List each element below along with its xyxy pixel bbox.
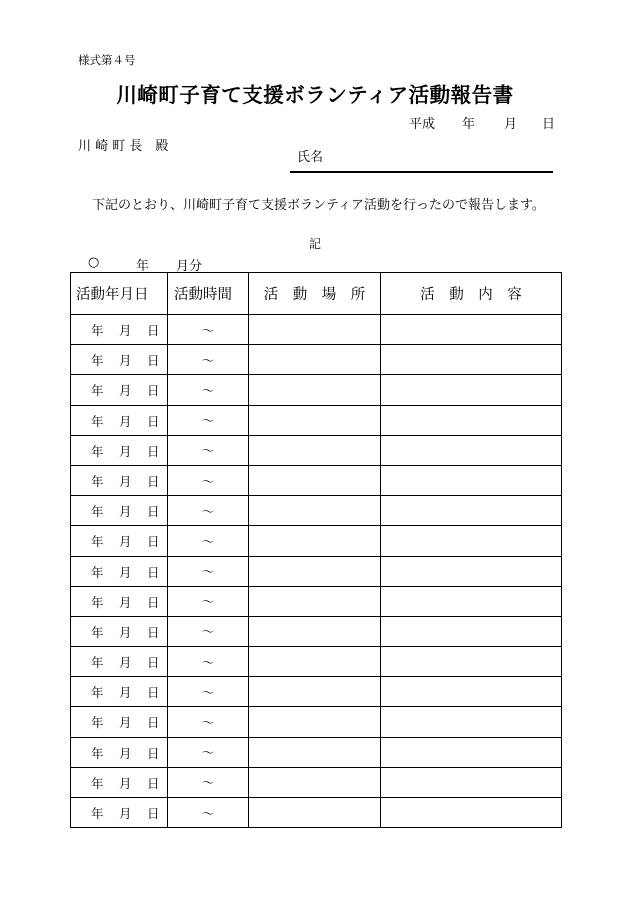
activity-place-cell[interactable]	[249, 798, 381, 828]
table-row	[71, 798, 562, 828]
activity-content-cell[interactable]	[381, 737, 562, 767]
activity-place-cell[interactable]	[249, 556, 381, 586]
date-month-label: 月	[119, 715, 132, 731]
activity-content-cell[interactable]	[381, 405, 562, 435]
activity-date-cell[interactable]	[71, 556, 168, 586]
table-row	[71, 677, 562, 707]
date-month-label: 月	[119, 594, 132, 610]
date-day-label: 日	[147, 594, 160, 610]
activity-time-cell[interactable]	[168, 496, 249, 526]
date-day-label: 日	[147, 473, 160, 489]
date-day-label: 日	[147, 655, 160, 671]
date-day-label: 日	[147, 504, 160, 520]
recipient: 川 崎 町 長 殿	[78, 139, 169, 154]
activity-date-cell[interactable]	[71, 647, 168, 677]
time-range-tilde: ～	[201, 564, 215, 580]
activity-date-cell[interactable]	[71, 465, 168, 495]
header-activity-time: 活動時間	[168, 273, 249, 315]
activity-date-cell[interactable]	[71, 315, 168, 345]
activity-time-cell[interactable]	[168, 465, 249, 495]
date-year-label: 年	[91, 504, 104, 520]
time-range-tilde: ～	[201, 473, 215, 489]
time-range-tilde: ～	[201, 715, 215, 731]
date-day-label: 日	[147, 413, 160, 429]
report-statement: 下記のとおり、川崎町子育て支援ボランティア活動を行ったので報告します。	[92, 198, 545, 213]
date-month-label: 月	[119, 504, 132, 520]
date-day-label: 日	[147, 534, 160, 550]
name-signature-line[interactable]	[290, 171, 553, 173]
activity-place-cell[interactable]	[249, 737, 381, 767]
table-row	[71, 526, 562, 556]
activity-place-cell[interactable]	[249, 616, 381, 646]
activity-content-cell[interactable]	[381, 526, 562, 556]
table-row	[71, 496, 562, 526]
table-row	[71, 616, 562, 646]
date-month-label: 月	[119, 564, 132, 580]
activity-time-cell[interactable]	[168, 586, 249, 616]
activity-content-cell[interactable]	[381, 767, 562, 797]
activity-time-cell[interactable]	[168, 435, 249, 465]
date-month-label: 月	[119, 806, 132, 821]
date-day-label: 日	[147, 564, 160, 580]
activity-time-cell[interactable]	[168, 345, 249, 375]
date-year-label: 年	[91, 745, 104, 761]
date-day-label: 日	[147, 383, 160, 399]
activity-date-cell[interactable]	[71, 798, 168, 828]
date-year-label: 年	[91, 655, 104, 671]
activity-time-cell[interactable]	[168, 405, 249, 435]
activity-place-cell[interactable]	[249, 315, 381, 345]
date-year-label: 年	[91, 775, 104, 791]
activity-place-cell[interactable]	[249, 707, 381, 737]
activity-date-cell[interactable]	[71, 677, 168, 707]
date-year-label: 年	[462, 117, 476, 132]
date-day-label: 日	[147, 775, 160, 791]
month-year-label: 年	[136, 259, 150, 274]
date-month-label: 月	[119, 353, 132, 369]
date-month-label: 月	[119, 323, 132, 338]
table-row	[71, 586, 562, 616]
activity-time-cell[interactable]	[168, 647, 249, 677]
date-year-label: 年	[91, 806, 104, 821]
activity-content-cell[interactable]	[381, 345, 562, 375]
date-era: 平成	[409, 117, 436, 132]
activity-content-cell[interactable]	[381, 586, 562, 616]
activity-date-cell[interactable]	[71, 767, 168, 797]
activity-time-cell[interactable]	[168, 707, 249, 737]
date-day-label: 日	[542, 117, 556, 132]
time-range-tilde: ～	[201, 533, 215, 549]
date-month-label: 月	[119, 685, 132, 701]
activity-time-cell[interactable]	[168, 556, 249, 586]
table-row	[71, 405, 562, 435]
table-row	[71, 345, 562, 375]
time-range-tilde: ～	[201, 594, 215, 610]
date-year-label: 年	[91, 594, 104, 610]
activity-time-cell[interactable]	[168, 798, 249, 828]
header-activity-place: 活 動 場 所	[249, 273, 381, 315]
date-year-label: 年	[91, 624, 104, 640]
time-range-tilde: ～	[201, 382, 215, 398]
date-day-label: 日	[147, 685, 160, 701]
date-day-label: 日	[147, 745, 160, 761]
table-header-row	[71, 273, 562, 315]
date-year-label: 年	[91, 564, 104, 580]
date-year-label: 年	[91, 534, 104, 550]
table-row	[71, 435, 562, 465]
date-year-label: 年	[91, 473, 104, 489]
date-day-label: 日	[147, 624, 160, 640]
header-activity-date: 活動年月日	[71, 273, 168, 315]
time-range-tilde: ～	[201, 443, 215, 459]
activity-time-cell[interactable]	[168, 677, 249, 707]
activity-content-cell[interactable]	[381, 677, 562, 707]
activity-content-cell[interactable]	[381, 647, 562, 677]
activity-content-cell[interactable]	[381, 465, 562, 495]
activity-place-cell[interactable]	[249, 345, 381, 375]
month-suffix-label: 月分	[176, 259, 203, 274]
activity-time-cell[interactable]	[168, 315, 249, 345]
activity-date-cell[interactable]	[71, 405, 168, 435]
table-body	[71, 315, 562, 828]
date-year-label: 年	[91, 353, 104, 369]
activity-time-cell[interactable]	[168, 737, 249, 767]
activity-place-cell[interactable]	[249, 647, 381, 677]
activity-time-cell[interactable]	[168, 375, 249, 405]
time-range-tilde: ～	[201, 684, 215, 700]
time-range-tilde: ～	[201, 654, 215, 670]
date-year-label: 年	[91, 715, 104, 731]
date-month-label: 月	[119, 443, 132, 459]
time-range-tilde: ～	[201, 413, 215, 429]
date-month-label: 月	[119, 775, 132, 791]
ki-mark: 記	[308, 237, 321, 251]
table-row	[71, 767, 562, 797]
table-row	[71, 315, 562, 345]
activity-content-cell[interactable]	[381, 496, 562, 526]
activity-date-cell[interactable]	[71, 616, 168, 646]
table-row	[71, 737, 562, 767]
activity-place-cell[interactable]	[249, 677, 381, 707]
date-month-label: 月	[119, 534, 132, 550]
activity-place-cell[interactable]	[249, 465, 381, 495]
activity-date-cell[interactable]	[71, 435, 168, 465]
activity-place-cell[interactable]	[249, 586, 381, 616]
date-month-label: 月	[119, 473, 132, 489]
table-row	[71, 647, 562, 677]
document-title: 川崎町子育て支援ボランティア活動報告書	[116, 83, 514, 107]
activity-place-cell[interactable]	[249, 496, 381, 526]
time-range-tilde: ～	[201, 775, 215, 791]
date-year-label: 年	[91, 383, 104, 399]
activity-date-cell[interactable]	[71, 345, 168, 375]
activity-content-cell[interactable]	[381, 375, 562, 405]
activity-place-cell[interactable]	[249, 526, 381, 556]
activity-content-cell[interactable]	[381, 556, 562, 586]
activity-date-cell[interactable]	[71, 737, 168, 767]
activity-date-cell[interactable]	[71, 496, 168, 526]
table-row	[71, 707, 562, 737]
activity-date-cell[interactable]	[71, 526, 168, 556]
date-year-label: 年	[91, 413, 104, 429]
date-month-label: 月	[119, 655, 132, 671]
activity-content-cell[interactable]	[381, 707, 562, 737]
activity-place-cell[interactable]	[249, 435, 381, 465]
date-day-label: 日	[147, 443, 160, 459]
table-row	[71, 556, 562, 586]
date-day-label: 日	[147, 806, 160, 821]
activity-place-cell[interactable]	[249, 375, 381, 405]
time-range-tilde: ～	[201, 352, 215, 368]
date-month-label: 月	[504, 117, 518, 132]
time-range-tilde: ～	[201, 624, 215, 640]
date-day-label: 日	[147, 715, 160, 731]
table-row	[71, 375, 562, 405]
activity-place-cell[interactable]	[249, 767, 381, 797]
activity-date-cell[interactable]	[71, 586, 168, 616]
date-month-label: 月	[119, 413, 132, 429]
time-range-tilde: ～	[201, 745, 215, 761]
activity-time-cell[interactable]	[168, 616, 249, 646]
name-label: 氏名	[297, 150, 324, 165]
date-month-label: 月	[119, 383, 132, 399]
activity-time-cell[interactable]	[168, 767, 249, 797]
form-number: 様式第４号	[78, 53, 136, 67]
activity-place-cell[interactable]	[249, 405, 381, 435]
date-month-label: 月	[119, 745, 132, 761]
activity-time-cell[interactable]	[168, 526, 249, 556]
date-year-label: 年	[91, 443, 104, 459]
time-range-tilde: ～	[201, 503, 215, 519]
date-day-label: 日	[147, 323, 160, 338]
time-range-tilde: ～	[201, 805, 215, 821]
activity-content-cell[interactable]	[381, 435, 562, 465]
month-circle-mark: ○	[88, 255, 100, 270]
date-day-label: 日	[147, 353, 160, 369]
date-year-label: 年	[91, 323, 104, 338]
time-range-tilde: ～	[201, 322, 215, 338]
activity-content-cell[interactable]	[381, 616, 562, 646]
header-activity-content: 活 動 内 容	[381, 273, 562, 315]
activity-log-table	[70, 272, 562, 828]
activity-date-cell[interactable]	[71, 707, 168, 737]
date-month-label: 月	[119, 624, 132, 640]
date-year-label: 年	[91, 685, 104, 701]
activity-content-cell[interactable]	[381, 798, 562, 828]
activity-content-cell[interactable]	[381, 315, 562, 345]
table-row	[71, 465, 562, 495]
activity-date-cell[interactable]	[71, 375, 168, 405]
